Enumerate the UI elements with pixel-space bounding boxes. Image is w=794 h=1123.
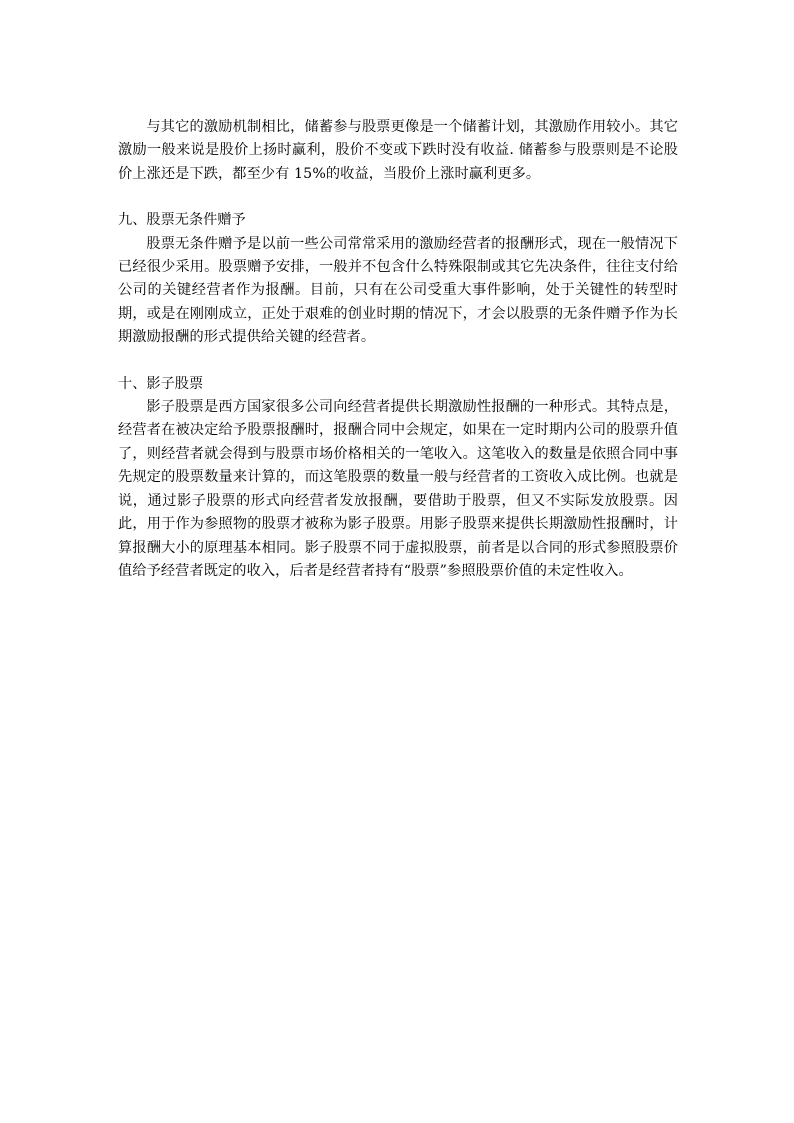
section-9-heading: 九、股票无条件赠予 bbox=[118, 212, 246, 229]
section-10-body: 影子股票是西方国家很多公司向经营者提供长期激励性报酬的一种形式。其特点是，经营者在被决定给予股票报酬时，报酬合同中会规定，如果在一定时期内公司的股票升值了，则经营者就会得到与股票市场价格相关的一笔收入。这笔收入的数量是依照合同中事先规定的股票数量来计算的，而这笔股票的数量一般与经营者的工资收入成比例。也就是说，通过影子股票的形式向经营者发放报酬，要借助于股票，但又不实际发放股票。因此，用于作为参照物的股票才被称为影子股票。用影子股票来提供长期激励性报酬时，计算报酬大小的原理基本相同。影子股票不同于虚拟股票，前者是以合同的形式参照股票价值给予经营者既定的收入，后者是经营者持有“股票”参照股票价值的未定性收入。 bbox=[118, 399, 678, 579]
intro-paragraph: 与其它的激励机制相比，储蓄参与股票更像是一个储蓄计划，其激励作用较小。其它激励一般来说是股价上扬时赢利，股价不变或下跌时没有收益. 储蓄参与股票则是不论股价上涨还是下跌，都至少有 15%的收益，当股价上涨时赢利更多。 bbox=[118, 119, 678, 182]
document-page bbox=[118, 116, 678, 583]
section-9-body: 股票无条件赠予是以前一些公司常常采用的激励经营者的报酬形式，现在一般情况下已经很少采用。股票赠予安排，一般并不包含什么特殊限制或其它先决条件，往往支付给公司的关键经营者作为报酬。目前，只有在公司受重大事件影响，处于关键性的转型时期，或是在刚刚成立，正处于艰难的创业时期的情况下，才会以股票的无条件赠予作为长期激励报酬的形式提供给关键的经营者。 bbox=[118, 235, 678, 346]
section-10-heading: 十、影子股票 bbox=[118, 375, 204, 392]
